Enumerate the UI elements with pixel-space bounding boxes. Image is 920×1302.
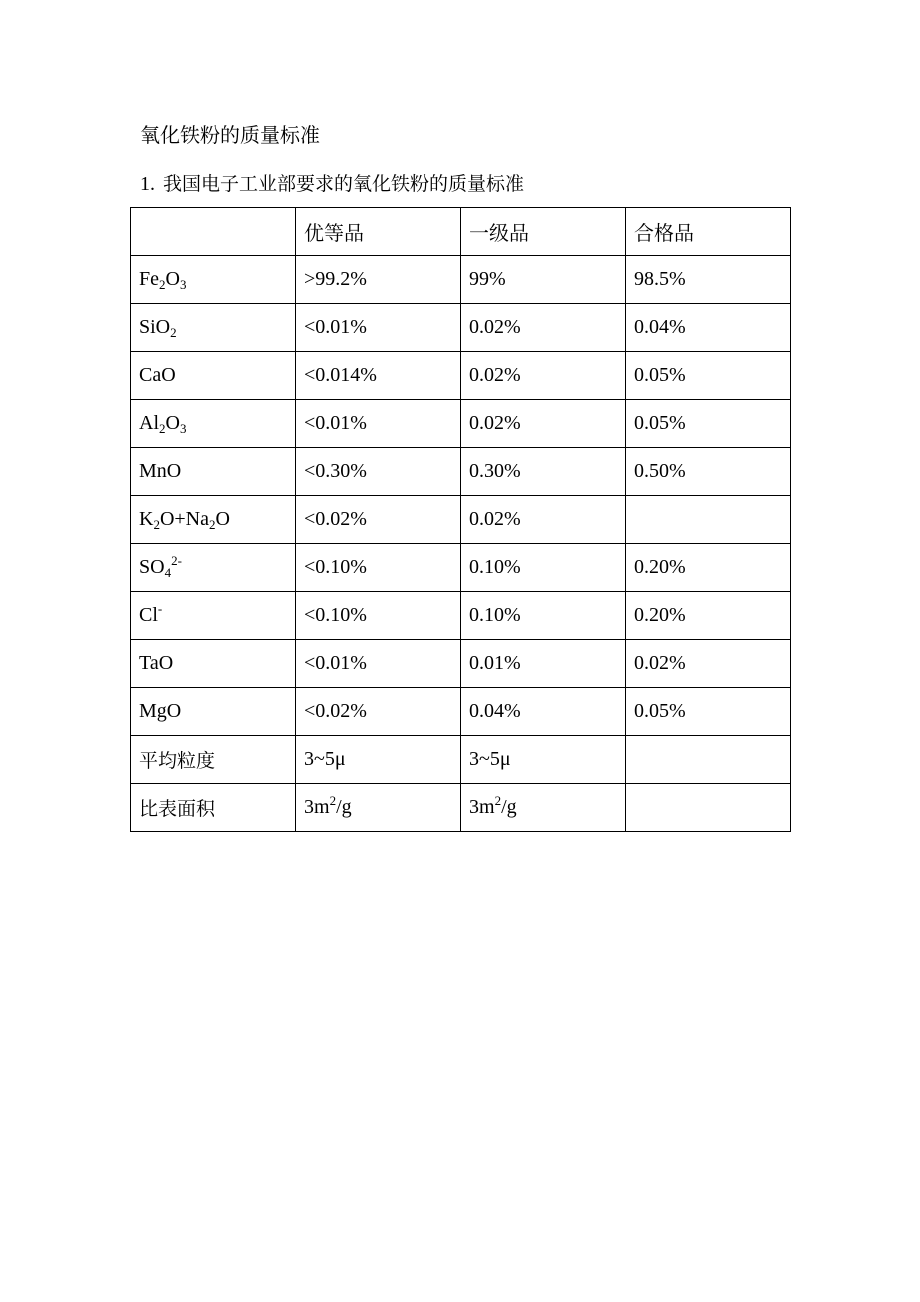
value-cell: 0.20% (626, 592, 791, 640)
value-cell: 0.05% (626, 688, 791, 736)
item-cell (131, 736, 296, 784)
text-segment: 比表面积 (139, 798, 216, 820)
value-cell: <0.014% (296, 352, 461, 400)
text-segment: MnO (139, 460, 182, 482)
header-cell-empty (131, 208, 296, 256)
table-row (131, 448, 791, 496)
item-cell (131, 352, 296, 400)
subscript: 3 (179, 277, 187, 292)
value-cell: 0.10% (461, 592, 626, 640)
text-segment: CaO (139, 364, 176, 386)
table-body (131, 208, 791, 832)
subscript: 2 (209, 517, 216, 532)
value-cell: 0.04% (626, 304, 791, 352)
quality-standard-table (130, 207, 791, 832)
text-segment: SO (139, 556, 165, 578)
table-row (131, 688, 791, 736)
table-row (131, 544, 791, 592)
value-cell: <0.01% (296, 304, 461, 352)
text-segment: MgO (139, 700, 182, 722)
table-row (131, 640, 791, 688)
text-segment: /g (501, 796, 517, 818)
subscript: 4 (164, 565, 172, 580)
item-cell (131, 304, 296, 352)
text-segment: 3m (304, 796, 330, 818)
text-segment: 平均粒度 (139, 750, 216, 772)
item-cell (131, 592, 296, 640)
table-row (131, 256, 791, 304)
text-segment: O (165, 412, 180, 434)
value-cell: 0.20% (626, 544, 791, 592)
superscript: 2 (494, 793, 502, 808)
value-cell: 0.50% (626, 448, 791, 496)
value-cell: 98.5% (626, 256, 791, 304)
text-segment: /g (336, 796, 352, 818)
item-cell (131, 256, 296, 304)
value-cell: 0.02% (461, 496, 626, 544)
value-cell: 0.01% (461, 640, 626, 688)
value-cell (296, 784, 461, 832)
value-cell (626, 496, 791, 544)
value-cell: <0.10% (296, 592, 461, 640)
subscript: 2 (170, 325, 177, 340)
value-cell: 0.02% (626, 640, 791, 688)
value-cell (461, 784, 626, 832)
section-heading (140, 170, 524, 198)
section-heading-text: 我国电子工业部要求的氧化铁粉的质量标准 (163, 173, 525, 195)
value-cell: <0.30% (296, 448, 461, 496)
text-segment: Cl (139, 604, 158, 626)
subscript: 2 (159, 421, 166, 436)
text-segment: 3m (469, 796, 495, 818)
value-cell: 0.30% (461, 448, 626, 496)
text-segment: Fe (139, 268, 159, 290)
header-cell-grade-superior: 优等品 (296, 208, 461, 256)
table-row (131, 784, 791, 832)
header-cell-grade-first: 一级品 (461, 208, 626, 256)
section-number: 1. (140, 173, 155, 195)
table-row (131, 592, 791, 640)
value-cell: 0.02% (461, 400, 626, 448)
value-cell: 0.05% (626, 400, 791, 448)
table-row (131, 400, 791, 448)
table-row (131, 736, 791, 784)
text-segment: O (215, 508, 230, 530)
value-cell: >99.2% (296, 256, 461, 304)
value-cell: 3~5μ (461, 736, 626, 784)
table-row (131, 352, 791, 400)
value-cell: <0.01% (296, 640, 461, 688)
text-segment: O+Na (159, 508, 209, 530)
value-cell: 0.02% (461, 352, 626, 400)
text-segment: K (139, 508, 154, 530)
document-title: 氧化铁粉的质量标准 (140, 123, 320, 147)
text-segment: Al (139, 412, 159, 434)
value-cell (626, 736, 791, 784)
item-cell (131, 544, 296, 592)
value-cell: 0.04% (461, 688, 626, 736)
superscript: 2 (329, 793, 337, 808)
table-row (131, 304, 791, 352)
text-segment: SiO (139, 316, 171, 338)
superscript: 2- (171, 553, 182, 568)
value-cell: 0.05% (626, 352, 791, 400)
item-cell (131, 640, 296, 688)
header-cell-grade-qualified: 合格品 (626, 208, 791, 256)
value-cell: <0.02% (296, 688, 461, 736)
item-cell (131, 496, 296, 544)
superscript: - (157, 601, 163, 616)
subscript: 3 (179, 421, 187, 436)
item-cell (131, 400, 296, 448)
value-cell: 3~5μ (296, 736, 461, 784)
text-segment: O (165, 268, 180, 290)
subscript: 2 (153, 517, 160, 532)
item-cell (131, 784, 296, 832)
value-cell: 99% (461, 256, 626, 304)
subscript: 2 (159, 277, 166, 292)
item-cell (131, 448, 296, 496)
value-cell: 0.10% (461, 544, 626, 592)
value-cell: <0.10% (296, 544, 461, 592)
item-cell (131, 688, 296, 736)
value-cell: 0.02% (461, 304, 626, 352)
text-segment: TaO (139, 652, 174, 674)
value-cell (626, 784, 791, 832)
value-cell: <0.02% (296, 496, 461, 544)
table-row (131, 496, 791, 544)
value-cell: <0.01% (296, 400, 461, 448)
table-header-row (131, 208, 791, 256)
